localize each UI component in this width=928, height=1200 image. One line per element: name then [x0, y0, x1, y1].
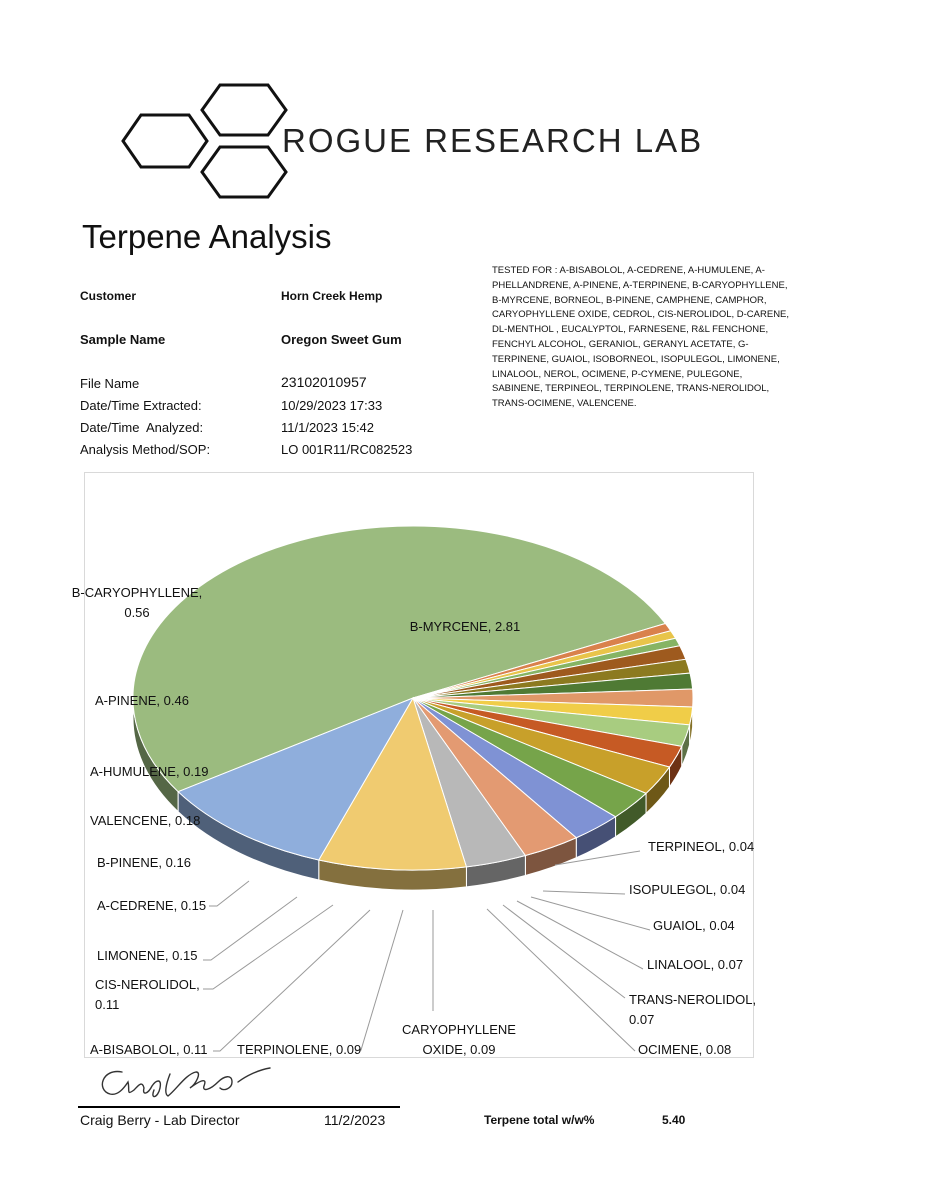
data-label-guaiol: GUAIOL, 0.04 — [653, 918, 735, 933]
terpene-total-value: 5.40 — [662, 1113, 686, 1127]
signed-date: 11/2/2023 — [324, 1112, 386, 1128]
leader-line-terpinolene — [355, 910, 403, 1051]
customer-label: Customer — [80, 289, 137, 303]
file-name-label: File Name — [80, 376, 140, 391]
leader-line-guaiol — [531, 897, 650, 930]
logo-hexagon-bottom — [202, 147, 286, 197]
data-label-limonene: LIMONENE, 0.15 — [97, 948, 198, 963]
data-label-isopulegol: ISOPULEGOL, 0.04 — [629, 882, 746, 897]
leader-line-linalool — [517, 901, 643, 969]
tested-for-list: TESTED FOR : A-BISABOLOL, A-CEDRENE, A-HUMULENE, A-PHELLANDRENE, A-PINENE, A-TERPINENE, B-CARYOPHYLLENE, B-MYRCENE, BORNEOL, B-PINENE, CAMPHENE, CAMPHOR, CARYOPHYLLENE OXIDE, CEDROL, CIS-NEROLIDOL, D-CARENE, DL-MENTHOL , EUCALYPTOL, FARNESENE, R&L FENCHONE, FENCHYL ALCOHOL, GERANIOL, GERANYL ACETATE, G-TERPINENE, GUAIOL, ISOBORNEOL, ISOPULEGOL, LIMONENE, LINALOOL, NEROL, OCIMENE, P-CYMENE, PULEGONE, SABINENE, TERPINEOL, TERPINOLENE, TRANS-NEROLIDOL, TRANS-OCIMENE, VALENCENE. — [492, 265, 790, 410]
terpene-total-label: Terpene total w/w% — [484, 1113, 595, 1127]
method-value: LO 001R11/RC082523 — [281, 442, 413, 457]
signature — [92, 1060, 277, 1102]
data-label-cis-nerolidol: CIS-NEROLIDOL, 0.11 — [95, 977, 200, 1012]
signer-name: Craig Berry - Lab Director — [80, 1112, 240, 1128]
analyzed-label: Date/Time Analyzed: — [80, 420, 204, 435]
data-label-a-bisabolol: A-BISABOLOL, 0.11 — [90, 1042, 208, 1057]
data-label-terpinolene: TERPINOLENE, 0.09 — [237, 1042, 362, 1057]
data-label-b-pinene: B-PINENE, 0.16 — [97, 855, 191, 870]
leader-line-trans-nerolidol — [503, 905, 625, 998]
signature-line — [78, 1106, 400, 1108]
logo-hexagon-left — [123, 115, 207, 167]
data-label-ocimene: OCIMENE, 0.08 — [638, 1042, 732, 1057]
extracted-value: 10/29/2023 17:33 — [281, 398, 383, 413]
data-label-a-cedrene: A-CEDRENE, 0.15 — [97, 898, 207, 913]
logo-hexagon-top — [202, 85, 286, 135]
sample-label: Sample Name — [80, 332, 166, 347]
logo-text: ROGUE RESEARCH LAB — [282, 122, 704, 159]
leader-line-a-cedrene — [209, 881, 249, 906]
data-label-b-caryophyllene: B-CARYOPHYLLENE, 0.56 — [71, 585, 203, 620]
data-label-a-humulene: A-HUMULENE, 0.19 — [90, 764, 209, 779]
analyzed-value: 11/1/2023 15:42 — [281, 420, 375, 435]
data-label-linalool: LINALOOL, 0.07 — [647, 957, 744, 972]
data-label-valencene: VALENCENE, 0.18 — [90, 813, 201, 828]
data-label-a-pinene: A-PINENE, 0.46 — [95, 693, 189, 708]
method-label: Analysis Method/SOP: — [80, 442, 211, 457]
data-label-terpineol: TERPINEOL, 0.04 — [648, 839, 755, 854]
chart-frame — [71, 472, 757, 1058]
customer-value: Horn Creek Hemp — [281, 289, 383, 303]
pie-chart — [71, 473, 757, 1059]
logo-hexagons — [118, 80, 293, 204]
data-label-b-myrcene: B-MYRCENE, 2.81 — [409, 619, 521, 634]
data-label-caryophyllene-oxide: CARYOPHYLLENE OXIDE, 0.09 — [402, 1022, 516, 1057]
pie-top — [133, 526, 693, 870]
extracted-label: Date/Time Extracted: — [80, 398, 202, 413]
data-label-trans-nerolidol: TRANS-NEROLIDOL, 0.07 — [629, 992, 757, 1027]
page-title: Terpene Analysis — [82, 218, 332, 255]
leader-line-cis-nerolidol — [203, 905, 333, 989]
file-name-value: 23102010957 — [281, 374, 367, 390]
leader-line-a-bisabolol — [213, 910, 370, 1051]
sample-value: Oregon Sweet Gum — [281, 332, 402, 347]
leader-line-isopulegol — [543, 891, 625, 894]
